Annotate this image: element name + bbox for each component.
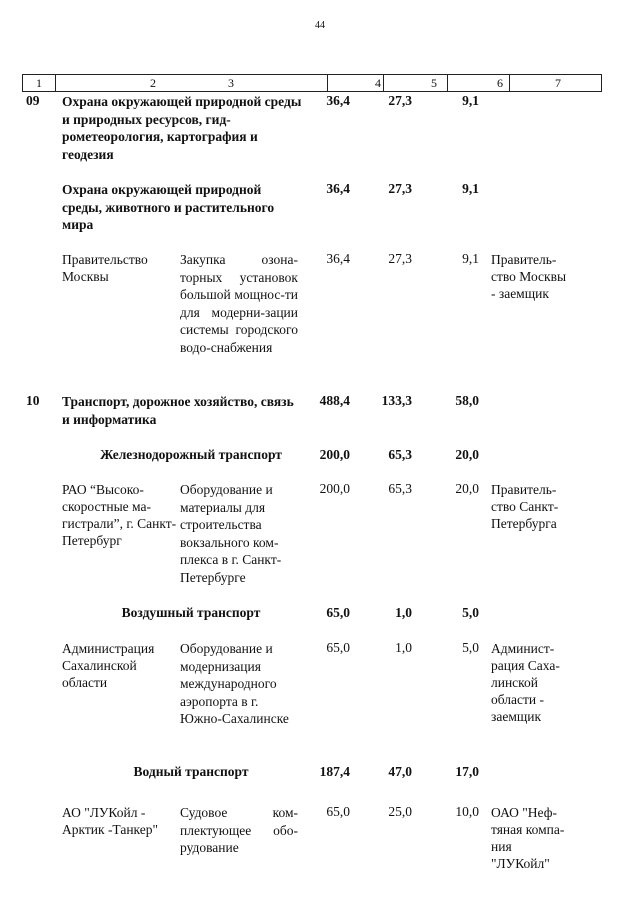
organization: Администрация Сахалинской области bbox=[62, 641, 155, 690]
amount-col6: 9,1 bbox=[462, 93, 479, 108]
header-divider bbox=[327, 75, 328, 91]
header-col-7: 7 bbox=[555, 76, 561, 90]
amount-col6: 20,0 bbox=[455, 447, 479, 462]
amount-total: 488,4 bbox=[319, 393, 350, 408]
amount-col5: 27,3 bbox=[388, 181, 412, 196]
header-col-3: 3 bbox=[228, 76, 234, 90]
subsection-title: Воздушный транспорт bbox=[121, 605, 261, 620]
table-header bbox=[22, 74, 602, 92]
subsection-title: Железнодорожный транспорт bbox=[100, 447, 282, 462]
section-code: 09 bbox=[26, 93, 40, 108]
borrower: Правитель-ство Москвы - заемщик bbox=[491, 252, 567, 301]
project-description: Судовое ком-плектующее обо-рудование bbox=[180, 805, 298, 855]
amount-col5: 25,0 bbox=[388, 804, 412, 819]
amount-col5: 47,0 bbox=[388, 764, 412, 779]
amount-col6: 9,1 bbox=[462, 181, 479, 196]
section-code: 10 bbox=[26, 393, 40, 408]
section-title: Охрана окружающей природной среды и природных ресурсов, гид-рометеорология, картография и геодезия bbox=[62, 94, 302, 162]
amount-col6: 5,0 bbox=[462, 605, 479, 620]
amount-col6: 10,0 bbox=[455, 804, 479, 819]
header-divider bbox=[447, 75, 448, 91]
amount-col5: 1,0 bbox=[395, 605, 412, 620]
header-divider bbox=[55, 75, 56, 91]
amount-col6: 20,0 bbox=[455, 481, 479, 496]
amount-total: 36,4 bbox=[326, 251, 350, 266]
header-col-2: 2 bbox=[150, 76, 156, 90]
borrower: Правитель-ство Санкт-Петербурга bbox=[491, 482, 559, 531]
subsection-title: Водный транспорт bbox=[133, 764, 249, 779]
header-divider bbox=[383, 75, 384, 91]
amount-total: 200,0 bbox=[319, 481, 350, 496]
header-col-1: 1 bbox=[36, 76, 42, 90]
amount-total: 36,4 bbox=[326, 181, 350, 196]
borrower: Админист-рация Саха-линской области - заемщик bbox=[491, 641, 560, 724]
amount-total: 65,0 bbox=[326, 804, 350, 819]
amount-total: 65,0 bbox=[326, 640, 350, 655]
amount-col6: 9,1 bbox=[462, 251, 479, 266]
amount-total: 187,4 bbox=[319, 764, 350, 779]
amount-col5: 27,3 bbox=[388, 251, 412, 266]
organization: АО "ЛУКойл - Арктик -Танкер" bbox=[62, 805, 159, 837]
organization: РАО “Высоко-скоростные ма-гистрали”, г. Санкт-Петербург bbox=[62, 482, 177, 548]
subsection-title: Охрана окружающей природной среды, животного и растительного мира bbox=[62, 182, 275, 232]
amount-total: 200,0 bbox=[319, 447, 350, 462]
organization: Правительство Москвы bbox=[62, 252, 148, 284]
project-description: Закупка озона-торных установок большой мощнос-ти для модерни-зации системы городского водо-снабжения bbox=[180, 252, 298, 355]
amount-col5: 133,3 bbox=[381, 393, 412, 408]
amount-col5: 27,3 bbox=[388, 93, 412, 108]
amount-col5: 1,0 bbox=[395, 640, 412, 655]
amount-col5: 65,3 bbox=[388, 481, 412, 496]
amount-col6: 17,0 bbox=[455, 764, 479, 779]
amount-total: 36,4 bbox=[326, 93, 350, 108]
amount-total: 65,0 bbox=[326, 605, 350, 620]
amount-col6: 5,0 bbox=[462, 640, 479, 655]
page-number: 44 bbox=[315, 20, 325, 31]
borrower: ОАО "Неф-тяная компа-ния "ЛУКойл" bbox=[491, 805, 565, 871]
header-col-6: 6 bbox=[497, 76, 503, 90]
header-col-4: 4 bbox=[375, 76, 381, 90]
project-description: Оборудование и модернизация международного аэропорта в г. Южно-Сахалинске bbox=[180, 641, 289, 726]
amount-col5: 65,3 bbox=[388, 447, 412, 462]
section-title: Транспорт, дорожное хозяйство, связь и информатика bbox=[62, 394, 294, 427]
amount-col6: 58,0 bbox=[455, 393, 479, 408]
header-col-5: 5 bbox=[431, 76, 437, 90]
header-divider bbox=[509, 75, 510, 91]
project-description: Оборудование и материалы для строительства вокзального ком-плекса в г. Санкт-Петербурге bbox=[180, 482, 282, 585]
